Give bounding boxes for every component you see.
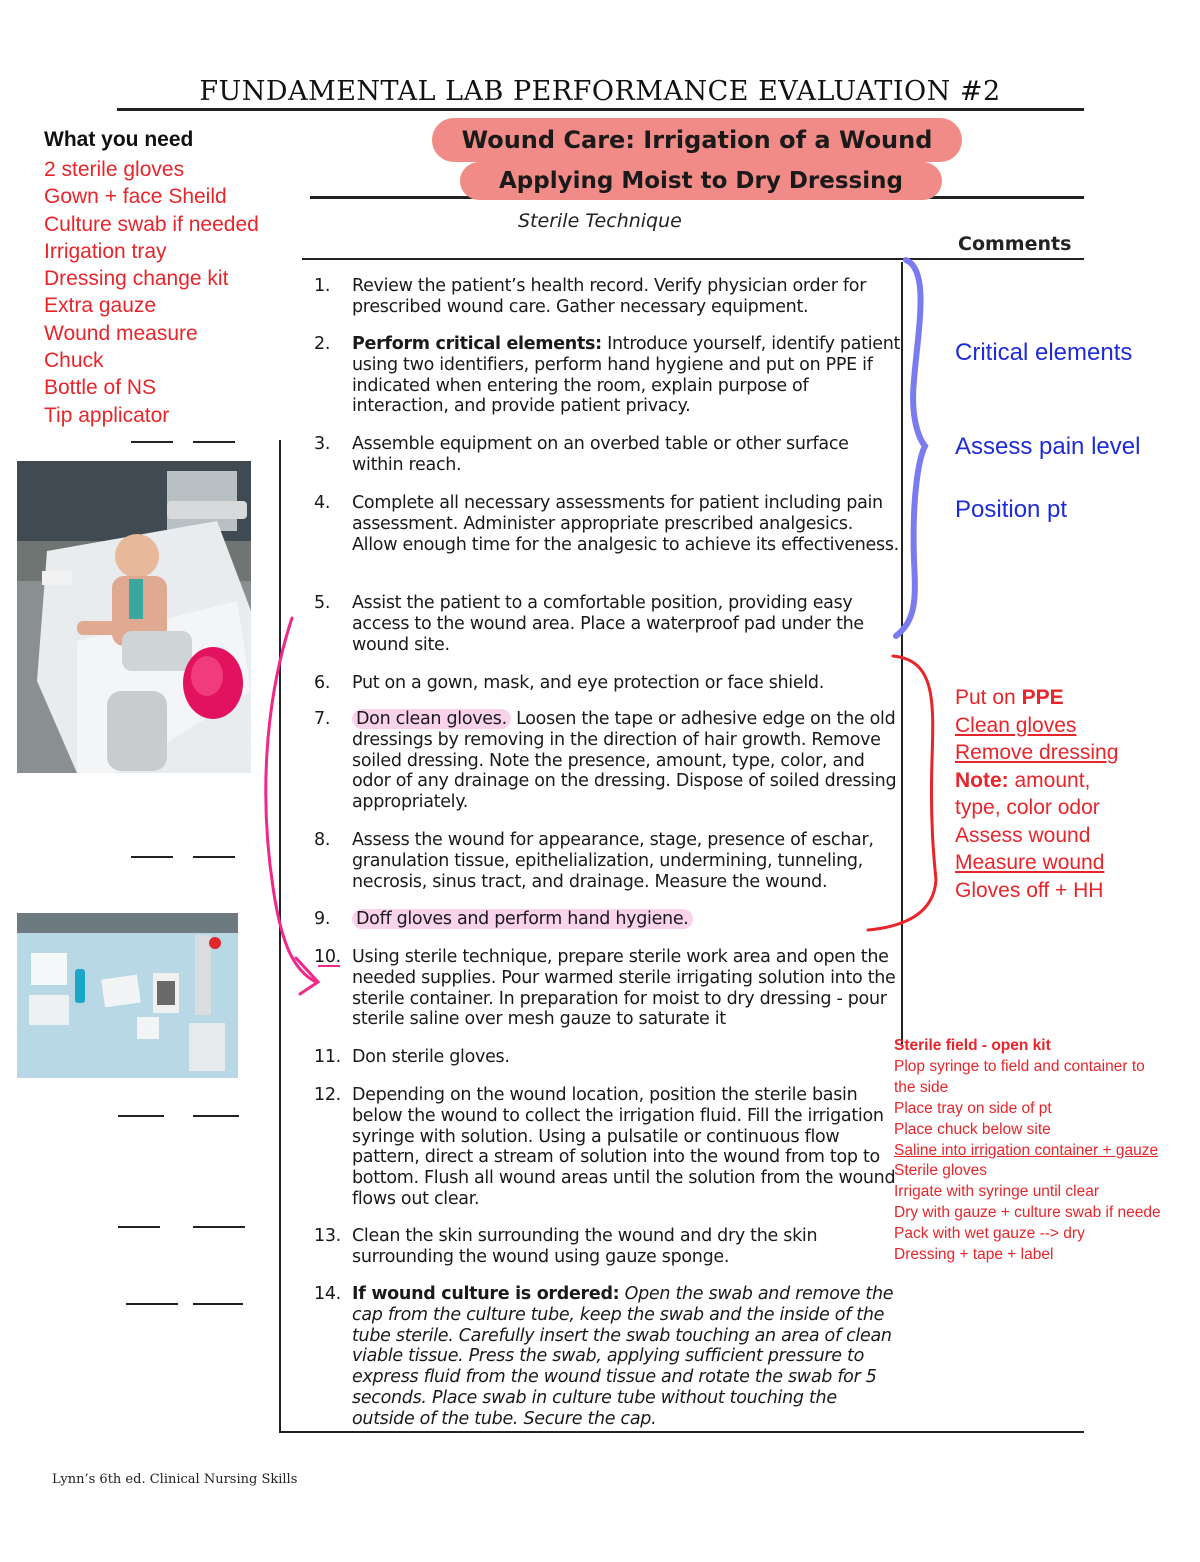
comment-measure-wound: Measure wound — [955, 851, 1105, 874]
note-line: the side — [894, 1078, 949, 1096]
procedure-title: Wound Care: Irrigation of a Wound — [432, 118, 962, 162]
supply-item: Extra gauze — [44, 294, 157, 318]
note-line: Irrigate with syringe until clear — [894, 1183, 1100, 1201]
comment-remove-dressing: Remove dressing — [955, 741, 1119, 764]
supply-item: 2 sterile gloves — [44, 158, 185, 181]
notes-heading: Sterile field - open kit — [894, 1037, 1051, 1054]
procedure-subtitle: Applying Moist to Dry Dressing — [460, 162, 942, 200]
step-2-bold: Perform critical elements: — [352, 334, 602, 354]
comments-rule — [302, 258, 1084, 260]
comment-gloves-off: Gloves off + HH — [955, 878, 1104, 902]
manikin-in-bed-photo — [17, 461, 251, 773]
supply-item: Tip applicator — [44, 403, 170, 427]
comment-clean-gloves: Clean gloves — [955, 713, 1077, 737]
score-blank — [126, 1303, 178, 1305]
score-blank — [193, 1303, 243, 1305]
note-line: Plop syringe to field and container to — [894, 1057, 1145, 1075]
score-blank — [193, 1226, 245, 1228]
sterile-field-notes — [894, 1036, 1200, 1266]
comment-note: Note: amount, — [955, 768, 1091, 792]
score-blank — [118, 1115, 164, 1117]
comment-assess-wound: Assess wound — [955, 823, 1091, 847]
supply-item: Wound measure — [44, 321, 198, 345]
score-blank — [193, 1115, 239, 1117]
score-blank — [131, 441, 173, 443]
note-line: Pack with wet gauze --> dry — [894, 1225, 1085, 1243]
score-blank — [193, 441, 235, 443]
manikin-photo-art — [17, 461, 251, 773]
technique-label: Sterile Technique — [518, 210, 682, 232]
supplies-heading: What you need — [44, 128, 194, 151]
comment-put-on-ppe: Put on PPE — [955, 686, 1064, 709]
comment-position-pt: Position pt — [955, 496, 1068, 523]
sterile-field-photo-art — [17, 913, 238, 1078]
magenta-arrow-mark — [266, 618, 316, 982]
note-line: Sterile gloves — [894, 1162, 988, 1180]
supply-item: Chuck — [44, 349, 104, 373]
comment-critical-elements: Critical elements — [955, 339, 1133, 366]
supply-item: Gown + face Sheild — [44, 185, 227, 209]
supply-item: Dressing change kit — [44, 267, 229, 291]
supplies-list — [44, 156, 259, 429]
note-line: Saline into irrigation container + gauze — [894, 1141, 1159, 1159]
step-14-bold: If wound culture is ordered: — [352, 1284, 620, 1304]
comment-assess-pain: Assess pain level — [955, 433, 1141, 460]
red-comments — [955, 684, 1185, 904]
footer-citation: Lynn’s 6th ed. Clinical Nursing Skills — [52, 1472, 298, 1487]
supply-item: Culture swab if needed — [44, 212, 259, 236]
score-blank — [131, 856, 173, 858]
sterile-field-supplies-photo — [17, 913, 238, 1078]
note-line: Place chuck below site — [894, 1120, 1051, 1138]
note-line: Dry with gauze + culture swab if neede — [894, 1204, 1161, 1222]
comment-type-color: type, color odor — [955, 796, 1100, 819]
supply-item: Bottle of NS — [44, 376, 157, 400]
score-blank — [193, 856, 235, 858]
note-line: Place tray on side of pt — [894, 1099, 1052, 1117]
note-line: Dressing + tape + label — [894, 1246, 1054, 1264]
title-rule — [117, 108, 1084, 111]
step-9-highlight: Doff gloves and perform hand hygiene. — [352, 909, 693, 929]
step-7-highlight: Don clean gloves. — [352, 709, 511, 729]
comments-header: Comments — [958, 233, 1072, 255]
left-column-line — [279, 440, 281, 1432]
supply-item: Irrigation tray — [44, 239, 167, 263]
bottom-rule — [279, 1431, 1084, 1433]
score-blank — [118, 1226, 160, 1228]
page-title: FUNDAMENTAL LAB PERFORMANCE EVALUATION #2 — [199, 76, 1001, 107]
